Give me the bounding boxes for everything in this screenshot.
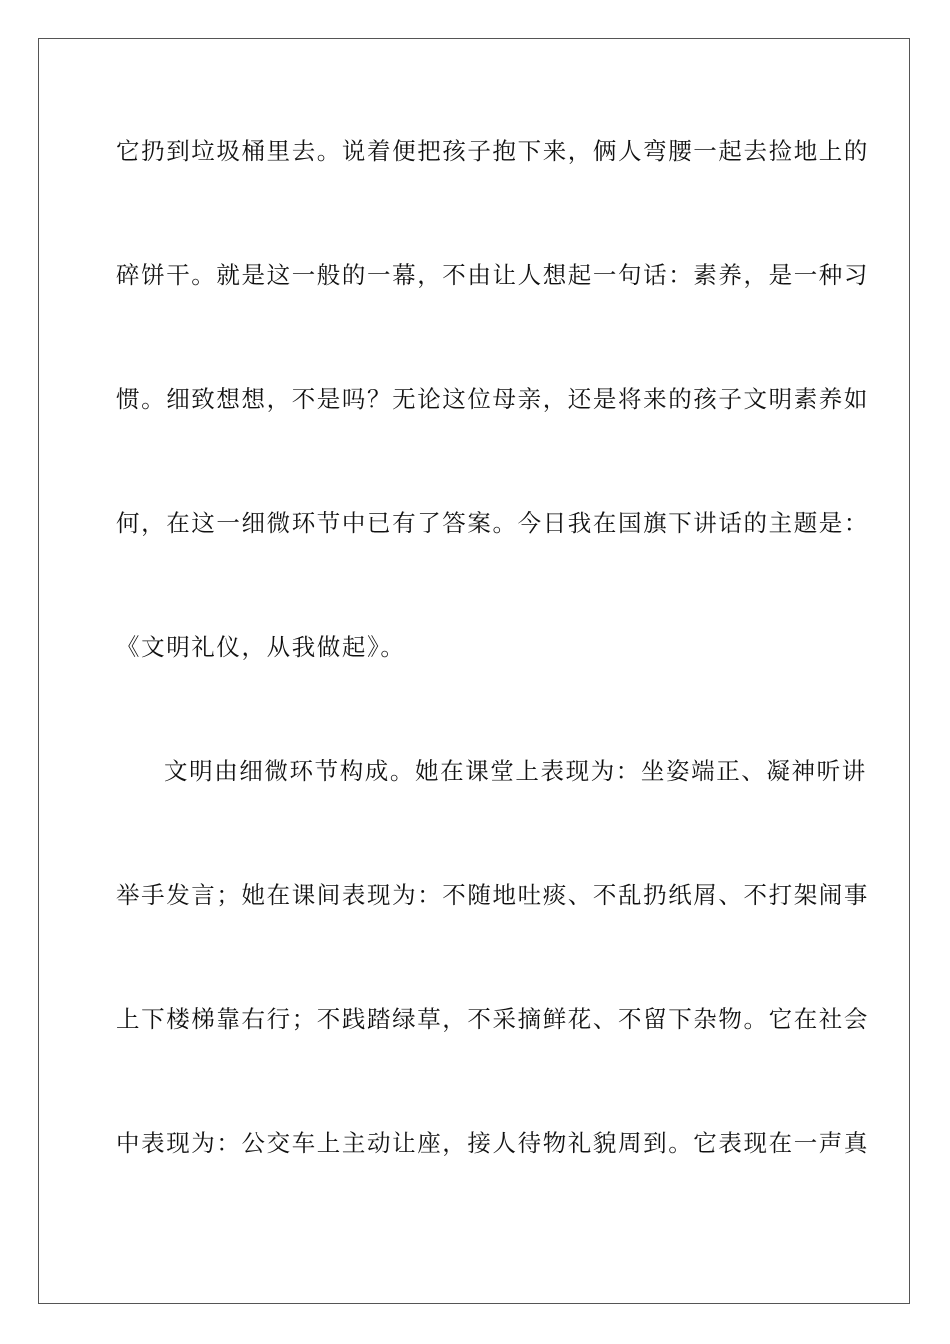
paragraph2-line-2: 举手发言；她在课间表现为：不随地吐痰、不乱扔纸屑、不打架闹事 — [116, 881, 869, 909]
paragraph-line-2: 碎饼干。就是这一般的一幕，不由让人想起一句话：素养，是一种习 — [116, 261, 869, 289]
paragraph2-line-3: 上下楼梯靠右行；不践踏绿草，不采摘鲜花、不留下杂物。它在社会 — [116, 1005, 869, 1033]
paragraph-line-4: 何，在这一细微环节中已有了答案。今日我在国旗下讲话的主题是： — [116, 509, 869, 537]
paragraph-line-3: 惯。细致想想，不是吗？无论这位母亲，还是将来的孩子文明素养如 — [116, 385, 869, 413]
page-border — [38, 38, 910, 1304]
paragraph-line-1: 它扔到垃圾桶里去。说着便把孩子抱下来，俩人弯腰一起去捡地上的 — [116, 137, 869, 165]
speech-title-line: 《文明礼仪，从我做起》。 — [116, 633, 406, 661]
paragraph2-line-1: 文明由细微环节构成。她在课堂上表现为：坐姿端正、凝神听讲 — [164, 757, 867, 785]
paragraph2-line-4: 中表现为：公交车上主动让座，接人待物礼貌周到。它表现在一声真 — [116, 1129, 869, 1157]
